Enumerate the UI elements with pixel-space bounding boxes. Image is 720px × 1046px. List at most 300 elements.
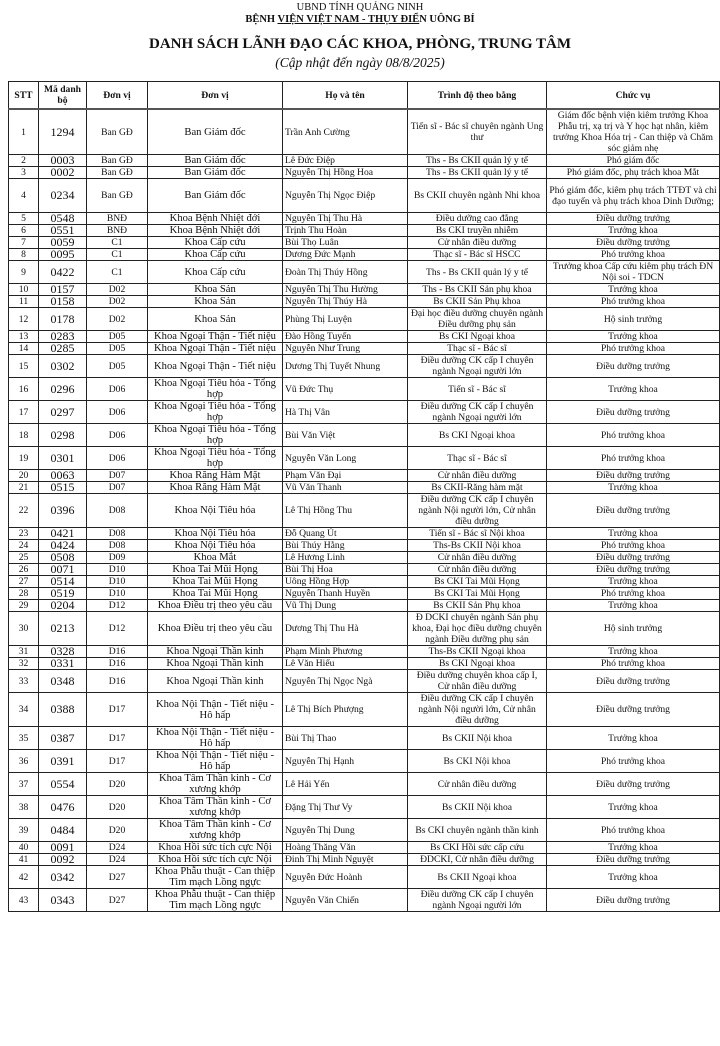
cell-ho-va-ten: Lê Hương Linh [283,552,408,564]
cell-don-vi: Khoa Điều trị theo yêu cầu [148,612,283,646]
document-title: DANH SÁCH LÃNH ĐẠO CÁC KHOA, PHÒNG, TRUNG TÂM [149,36,571,52]
cell-ma-danh-bo: 1294 [39,109,87,155]
cell-trinh-do: Bs CKII-Răng hàm mặt [408,482,547,494]
cell-chuc-vu: Phó trưởng khoa [547,658,720,670]
cell-don-vi: Khoa Nội Tiêu hóa [148,528,283,540]
table-row [9,540,720,552]
cell-ho-va-ten: Bùi Thọ Luân [283,237,408,249]
cell-don-vi: Khoa Cấp cứu [148,261,283,284]
table-row [9,261,720,284]
cell-don-vi: Khoa Ngoại Tiêu hóa - Tổng hợp [148,401,283,424]
cell-chuc-vu: Giám đốc bệnh viện kiêm trưởng Khoa Phẫu trị, xạ trị và Y học hạt nhân, kiêm trưởng Khoa Hóa trị - Can thiệp và Chăm sóc giảm nhẹ [547,109,720,155]
cell-don-vi-code: D27 [87,866,148,889]
cell-ma-danh-bo: 0091 [39,842,87,854]
cell-stt: 38 [9,796,39,819]
table-row [9,343,720,355]
cell-chuc-vu: Điều dưỡng trưởng [547,552,720,564]
cell-don-vi-code: BNĐ [87,225,148,237]
cell-don-vi-code: D16 [87,646,148,658]
cell-don-vi-code: D20 [87,796,148,819]
cell-ma-danh-bo: 0343 [39,889,87,912]
cell-trinh-do: Bs CKI truyền nhiễm [408,225,547,237]
table-row [9,727,720,750]
cell-stt: 11 [9,296,39,308]
cell-stt: 29 [9,600,39,612]
cell-ho-va-ten: Dương Thị Tuyết Nhung [283,355,408,378]
cell-don-vi-code: D05 [87,343,148,355]
cell-ho-va-ten: Nguyễn Thị Hạnh [283,750,408,773]
table-row [9,854,720,866]
cell-ma-danh-bo: 0342 [39,866,87,889]
column-header-don-vi: Đơn vị [148,82,283,110]
cell-don-vi: Khoa Nội Thận - Tiết niệu - Hô hấp [148,727,283,750]
cell-don-vi: Khoa Ngoại Tiêu hóa - Tổng hợp [148,447,283,470]
cell-stt: 37 [9,773,39,796]
cell-ma-danh-bo: 0508 [39,552,87,564]
cell-ma-danh-bo: 0348 [39,670,87,693]
cell-don-vi-code: D10 [87,576,148,588]
cell-chuc-vu: Phó trưởng khoa [547,819,720,842]
cell-ho-va-ten: Nguyễn Văn Chiến [283,889,408,912]
hospital-name [0,14,720,25]
cell-chuc-vu: Trưởng khoa [547,842,720,854]
cell-ma-danh-bo: 0476 [39,796,87,819]
cell-ma-danh-bo: 0387 [39,727,87,750]
table-row [9,237,720,249]
cell-ho-va-ten: Nguyễn Thị Ngọc Điệp [283,179,408,213]
cell-don-vi-code: D07 [87,482,148,494]
hospital-name-suffix: N UÔNG BÍ [419,14,475,25]
cell-trinh-do: Điều dưỡng cao đẳng [408,213,547,225]
cell-stt: 23 [9,528,39,540]
table-row [9,552,720,564]
cell-don-vi: Khoa Tâm Thần kinh - Cơ xương khớp [148,796,283,819]
table-row [9,564,720,576]
cell-don-vi-code: D05 [87,331,148,343]
cell-chuc-vu: Điều dưỡng trưởng [547,494,720,528]
cell-chuc-vu: Trưởng khoa [547,600,720,612]
cell-ho-va-ten: Lê Đức Điệp [283,155,408,167]
cell-ho-va-ten: Uông Hồng Hợp [283,576,408,588]
cell-ho-va-ten: Nguyễn Thị Ngọc Ngà [283,670,408,693]
column-header-ho-va-ten: Họ và tên [283,82,408,110]
cell-don-vi: Khoa Ngoại Thận - Tiết niệu [148,343,283,355]
table-row [9,424,720,447]
cell-stt: 7 [9,237,39,249]
cell-ma-danh-bo: 0388 [39,693,87,727]
cell-stt: 34 [9,693,39,727]
table-row [9,494,720,528]
cell-chuc-vu: Phó trưởng khoa [547,424,720,447]
cell-ma-danh-bo: 0095 [39,249,87,261]
cell-don-vi: Khoa Nội Tiêu hóa [148,494,283,528]
cell-ho-va-ten: Đỗ Quang Út [283,528,408,540]
table-row [9,866,720,889]
table-row [9,750,720,773]
cell-ma-danh-bo: 0514 [39,576,87,588]
cell-trinh-do: Bs CKII Ngoại khoa [408,866,547,889]
cell-don-vi: Khoa Bệnh Nhiệt đới [148,213,283,225]
cell-ho-va-ten: Phạm Văn Đại [283,470,408,482]
cell-trinh-do: Ths - Bs CKII Sản phụ khoa [408,284,547,296]
table-row [9,213,720,225]
cell-don-vi: Khoa Ngoại Thận - Tiết niệu [148,331,283,343]
cell-ma-danh-bo: 0092 [39,854,87,866]
cell-trinh-do: Bs CKII Sản Phụ khoa [408,600,547,612]
cell-trinh-do: Bs CKI Ngoại khoa [408,658,547,670]
cell-ma-danh-bo: 0213 [39,612,87,646]
cell-don-vi: Khoa Hồi sức tích cực Nội [148,842,283,854]
cell-trinh-do: Bs CKII Sản Phụ khoa [408,296,547,308]
cell-don-vi-code: D10 [87,588,148,600]
cell-chuc-vu: Trưởng khoa [547,528,720,540]
cell-trinh-do: Đ DCKI chuyên ngành Sản phụ khoa, Đại học điều dưỡng chuyên ngành Điều dưỡng phụ sản [408,612,547,646]
cell-stt: 31 [9,646,39,658]
cell-ho-va-ten: Trịnh Thu Hoàn [283,225,408,237]
cell-chuc-vu: Phó giám đốc [547,155,720,167]
cell-don-vi-code: D16 [87,670,148,693]
cell-chuc-vu: Trưởng khoa [547,866,720,889]
cell-stt: 8 [9,249,39,261]
table-row [9,155,720,167]
cell-trinh-do: Ths - Bs CKII quản lý y tế [408,155,547,167]
cell-don-vi-code: D20 [87,773,148,796]
cell-ma-danh-bo: 0301 [39,447,87,470]
cell-stt: 2 [9,155,39,167]
cell-ma-danh-bo: 0551 [39,225,87,237]
cell-trinh-do: Tiến sĩ - Bác sĩ chuyên ngành Ung thư [408,109,547,155]
cell-ma-danh-bo: 0003 [39,155,87,167]
table-row [9,773,720,796]
cell-trinh-do: Ths-Bs CKII Nội khoa [408,540,547,552]
cell-trinh-do: Tiến sĩ - Bác sĩ [408,378,547,401]
cell-stt: 9 [9,261,39,284]
cell-stt: 26 [9,564,39,576]
cell-trinh-do: Điều dưỡng CK cấp I chuyên ngành Ngoại người lớn [408,355,547,378]
cell-stt: 36 [9,750,39,773]
cell-don-vi-code: D24 [87,842,148,854]
cell-ma-danh-bo: 0484 [39,819,87,842]
cell-don-vi: Ban Giám đốc [148,109,283,155]
cell-don-vi: Khoa Cấp cứu [148,249,283,261]
cell-don-vi: Khoa Sản [148,308,283,331]
cell-chuc-vu: Phó trưởng khoa [547,343,720,355]
table-row [9,796,720,819]
table-row [9,284,720,296]
cell-ho-va-ten: Vũ Đức Thụ [283,378,408,401]
cell-stt: 6 [9,225,39,237]
cell-don-vi-code: D09 [87,552,148,564]
table-row [9,889,720,912]
cell-ho-va-ten: Nguyễn Thị Thu Hường [283,284,408,296]
cell-ho-va-ten: Trần Anh Cường [283,109,408,155]
cell-ma-danh-bo: 0285 [39,343,87,355]
cell-stt: 10 [9,284,39,296]
cell-don-vi-code: C1 [87,261,148,284]
cell-trinh-do: Điều dưỡng CK cấp I chuyên ngành Nội người lớn, Cử nhân điều dưỡng [408,693,547,727]
cell-chuc-vu: Phó trưởng khoa [547,447,720,470]
cell-stt: 28 [9,588,39,600]
cell-don-vi: Khoa Nội Thận - Tiết niệu - Hô hấp [148,750,283,773]
cell-trinh-do: Bs CKI Nội khoa [408,750,547,773]
cell-ho-va-ten: Đặng Thị Thư Vy [283,796,408,819]
cell-ho-va-ten: Bùi Thúy Hằng [283,540,408,552]
cell-ho-va-ten: Lê Thị Hồng Thu [283,494,408,528]
cell-don-vi-code: C1 [87,249,148,261]
table-row [9,401,720,424]
table-row [9,225,720,237]
table-header-row [9,82,720,110]
cell-ho-va-ten: Nguyễn Thị Hồng Hoa [283,167,408,179]
column-header-ma-danh-bo: Mã danh bộ [39,82,87,110]
cell-don-vi-code: D17 [87,727,148,750]
cell-stt: 20 [9,470,39,482]
column-header-chuc-vu: Chức vụ [547,82,720,110]
cell-chuc-vu: Trưởng khoa [547,225,720,237]
cell-ma-danh-bo: 0331 [39,658,87,670]
cell-ma-danh-bo: 0071 [39,564,87,576]
cell-chuc-vu: Điều dưỡng trưởng [547,670,720,693]
cell-ho-va-ten: Bùi Thị Thao [283,727,408,750]
cell-trinh-do: Bs CKI Hồi sức cấp cứu [408,842,547,854]
cell-trinh-do: Tiến sĩ - Bác sĩ Nội khoa [408,528,547,540]
table-row [9,693,720,727]
cell-ma-danh-bo: 0391 [39,750,87,773]
cell-ho-va-ten: Bùi Văn Việt [283,424,408,447]
cell-chuc-vu: Điều dưỡng trưởng [547,854,720,866]
cell-stt: 4 [9,179,39,213]
cell-stt: 24 [9,540,39,552]
cell-ho-va-ten: Nguyễn Thị Dung [283,819,408,842]
cell-chuc-vu: Trưởng khoa [547,576,720,588]
cell-don-vi-code: Ban GĐ [87,109,148,155]
cell-ma-danh-bo: 0283 [39,331,87,343]
cell-don-vi-code: D12 [87,612,148,646]
table-row [9,670,720,693]
cell-trinh-do: Ths-Bs CKII Ngoại khoa [408,646,547,658]
cell-don-vi: Khoa Tâm Thần kinh - Cơ xương khớp [148,819,283,842]
cell-don-vi: Khoa Sản [148,284,283,296]
cell-ho-va-ten: Lê Thị Bích Phượng [283,693,408,727]
cell-trinh-do: Điều dưỡng CK cấp I chuyên ngành Ngoại người lớn [408,401,547,424]
table-row [9,576,720,588]
cell-chuc-vu: Điều dưỡng trưởng [547,401,720,424]
cell-ma-danh-bo: 0422 [39,261,87,284]
cell-trinh-do: Cử nhân điều dưỡng [408,552,547,564]
cell-chuc-vu: Trưởng khoa [547,284,720,296]
cell-don-vi-code: D17 [87,693,148,727]
cell-don-vi: Khoa Ngoại Tiêu hóa - Tổng hợp [148,378,283,401]
cell-ho-va-ten: Vũ Thị Dung [283,600,408,612]
cell-don-vi: Khoa Hồi sức tích cực Nội [148,854,283,866]
authority-name: UBND TỈNH QUẢNG NINH [296,2,424,13]
cell-chuc-vu: Hộ sinh trưởng [547,612,720,646]
cell-don-vi-code: D05 [87,355,148,378]
cell-don-vi-code: D06 [87,447,148,470]
cell-trinh-do: Đại học điều dưỡng chuyên ngành Điều dưỡng phụ sản [408,308,547,331]
cell-don-vi: Khoa Sản [148,296,283,308]
cell-chuc-vu: Trưởng khoa [547,482,720,494]
column-header-don-vi-code: Đơn vị [87,82,148,110]
table-row [9,842,720,854]
cell-ho-va-ten: Nguyễn Đức Hoành [283,866,408,889]
table-row [9,249,720,261]
cell-don-vi-code: D07 [87,470,148,482]
cell-trinh-do: Bs CKI Tai Mũi Họng [408,588,547,600]
table-body [9,109,720,912]
table-row [9,447,720,470]
cell-ma-danh-bo: 0296 [39,378,87,401]
cell-chuc-vu: Trưởng khoa [547,331,720,343]
cell-don-vi-code: D08 [87,540,148,552]
cell-trinh-do: Bs CKI chuyên ngành thần kinh [408,819,547,842]
cell-stt: 42 [9,866,39,889]
cell-stt: 14 [9,343,39,355]
cell-stt: 25 [9,552,39,564]
cell-ho-va-ten: Vũ Văn Thanh [283,482,408,494]
table-row [9,600,720,612]
cell-chuc-vu: Phó trưởng khoa [547,750,720,773]
cell-chuc-vu: Trưởng khoa [547,796,720,819]
cell-ho-va-ten: Lê Hải Yến [283,773,408,796]
cell-stt: 43 [9,889,39,912]
cell-don-vi: Khoa Tâm Thần kinh - Cơ xương khớp [148,773,283,796]
cell-ma-danh-bo: 0059 [39,237,87,249]
cell-don-vi-code: BNĐ [87,213,148,225]
table-row [9,179,720,213]
cell-ho-va-ten: Dương Thị Thu Hà [283,612,408,646]
cell-chuc-vu: Trưởng khoa [547,646,720,658]
cell-ma-danh-bo: 0298 [39,424,87,447]
cell-don-vi-code: D06 [87,424,148,447]
cell-ho-va-ten: Bùi Thị Hoa [283,564,408,576]
table-row [9,296,720,308]
cell-don-vi-code: D17 [87,750,148,773]
cell-trinh-do: Cử nhân điều dưỡng [408,237,547,249]
cell-don-vi: Khoa Tai Mũi Họng [148,564,283,576]
cell-ma-danh-bo: 0328 [39,646,87,658]
cell-trinh-do: Điều dưỡng chuyên khoa cấp I, Cử nhân điều dưỡng [408,670,547,693]
cell-ma-danh-bo: 0234 [39,179,87,213]
cell-stt: 33 [9,670,39,693]
cell-ma-danh-bo: 0548 [39,213,87,225]
table-row [9,482,720,494]
column-header-trinh-do: Trình độ theo bằng [408,82,547,110]
table-row [9,355,720,378]
cell-ma-danh-bo: 0297 [39,401,87,424]
cell-ho-va-ten: Dương Đức Mạnh [283,249,408,261]
cell-ma-danh-bo: 0002 [39,167,87,179]
cell-ma-danh-bo: 0204 [39,600,87,612]
table-row [9,308,720,331]
cell-don-vi: Khoa Ngoại Thận - Tiết niệu [148,355,283,378]
cell-stt: 22 [9,494,39,528]
cell-trinh-do: Bs CKI Ngoại khoa [408,331,547,343]
cell-chuc-vu: Phó giám đốc, phụ trách khoa Mắt [547,167,720,179]
cell-stt: 32 [9,658,39,670]
cell-stt: 1 [9,109,39,155]
cell-trinh-do: Thạc sĩ - Bác sĩ HSCC [408,249,547,261]
cell-don-vi-code: D20 [87,819,148,842]
cell-ma-danh-bo: 0515 [39,482,87,494]
cell-chuc-vu: Điều dưỡng trưởng [547,355,720,378]
cell-chuc-vu: Điều dưỡng trưởng [547,889,720,912]
table-row [9,109,720,155]
cell-trinh-do: Điều dưỡng CK cấp I chuyên ngành Nội người lớn, Cử nhân điều dưỡng [408,494,547,528]
cell-stt: 30 [9,612,39,646]
cell-stt: 5 [9,213,39,225]
cell-stt: 12 [9,308,39,331]
cell-trinh-do: Cử nhân điều dưỡng [408,470,547,482]
cell-don-vi: Khoa Ngoại Tiêu hóa - Tổng hợp [148,424,283,447]
table-row [9,646,720,658]
cell-chuc-vu: Phó trưởng khoa [547,296,720,308]
cell-chuc-vu: Điều dưỡng trưởng [547,564,720,576]
cell-don-vi-code: D08 [87,494,148,528]
cell-don-vi-code: C1 [87,237,148,249]
cell-chuc-vu: Phó trưởng khoa [547,588,720,600]
cell-trinh-do: Bs CKI Ngoại khoa [408,424,547,447]
cell-trinh-do: Ths - Bs CKII quản lý y tế [408,261,547,284]
cell-ma-danh-bo: 0158 [39,296,87,308]
cell-don-vi-code: Ban GĐ [87,167,148,179]
cell-ho-va-ten: Hoàng Thăng Văn [283,842,408,854]
cell-don-vi-code: Ban GĐ [87,179,148,213]
cell-trinh-do: Bs CKII Nội khoa [408,796,547,819]
cell-ma-danh-bo: 0063 [39,470,87,482]
table-row [9,378,720,401]
cell-stt: 18 [9,424,39,447]
cell-trinh-do: ĐDCKI, Cử nhân điều dưỡng [408,854,547,866]
cell-don-vi: Khoa Răng Hàm Mặt [148,470,283,482]
cell-chuc-vu: Điều dưỡng trưởng [547,773,720,796]
cell-ho-va-ten: Phùng Thị Luyện [283,308,408,331]
cell-stt: 21 [9,482,39,494]
cell-stt: 39 [9,819,39,842]
cell-chuc-vu: Điều dưỡng trưởng [547,237,720,249]
cell-trinh-do: Ths - Bs CKII quản lý y tế [408,167,547,179]
cell-don-vi: Khoa Phẫu thuật - Can thiệp Tim mạch Lồng ngực [148,889,283,912]
cell-don-vi: Khoa Điều trị theo yêu cầu [148,600,283,612]
cell-don-vi: Ban Giám đốc [148,179,283,213]
cell-ho-va-ten: Nguyễn Văn Long [283,447,408,470]
cell-stt: 16 [9,378,39,401]
table-row [9,167,720,179]
cell-ho-va-ten: Đào Hồng Tuyến [283,331,408,343]
cell-chuc-vu: Phó giám đốc, kiêm phụ trách TTĐT và chỉ đạo tuyến và phụ trách khoa Dinh Dưỡng; [547,179,720,213]
cell-ho-va-ten: Nguyễn Như Trung [283,343,408,355]
cell-don-vi-code: D10 [87,564,148,576]
cell-chuc-vu: Điều dưỡng trưởng [547,213,720,225]
cell-don-vi-code: D27 [87,889,148,912]
cell-don-vi-code: D06 [87,378,148,401]
cell-stt: 13 [9,331,39,343]
cell-trinh-do: Bs CKII Nội khoa [408,727,547,750]
cell-stt: 17 [9,401,39,424]
cell-don-vi-code: D02 [87,284,148,296]
cell-don-vi: Khoa Nội Tiêu hóa [148,540,283,552]
cell-don-vi-code: D12 [87,600,148,612]
cell-ma-danh-bo: 0421 [39,528,87,540]
cell-don-vi: Khoa Bệnh Nhiệt đới [148,225,283,237]
cell-don-vi: Ban Giám đốc [148,155,283,167]
cell-don-vi: Khoa Ngoại Thần kinh [148,658,283,670]
cell-chuc-vu: Hộ sinh trưởng [547,308,720,331]
table-row [9,528,720,540]
document-subtitle: (Cập nhật đến ngày 08/8/2025) [275,55,445,70]
cell-ho-va-ten: Nguyễn Thanh Huyền [283,588,408,600]
cell-don-vi: Khoa Nội Thận - Tiết niệu - Hô hấp [148,693,283,727]
